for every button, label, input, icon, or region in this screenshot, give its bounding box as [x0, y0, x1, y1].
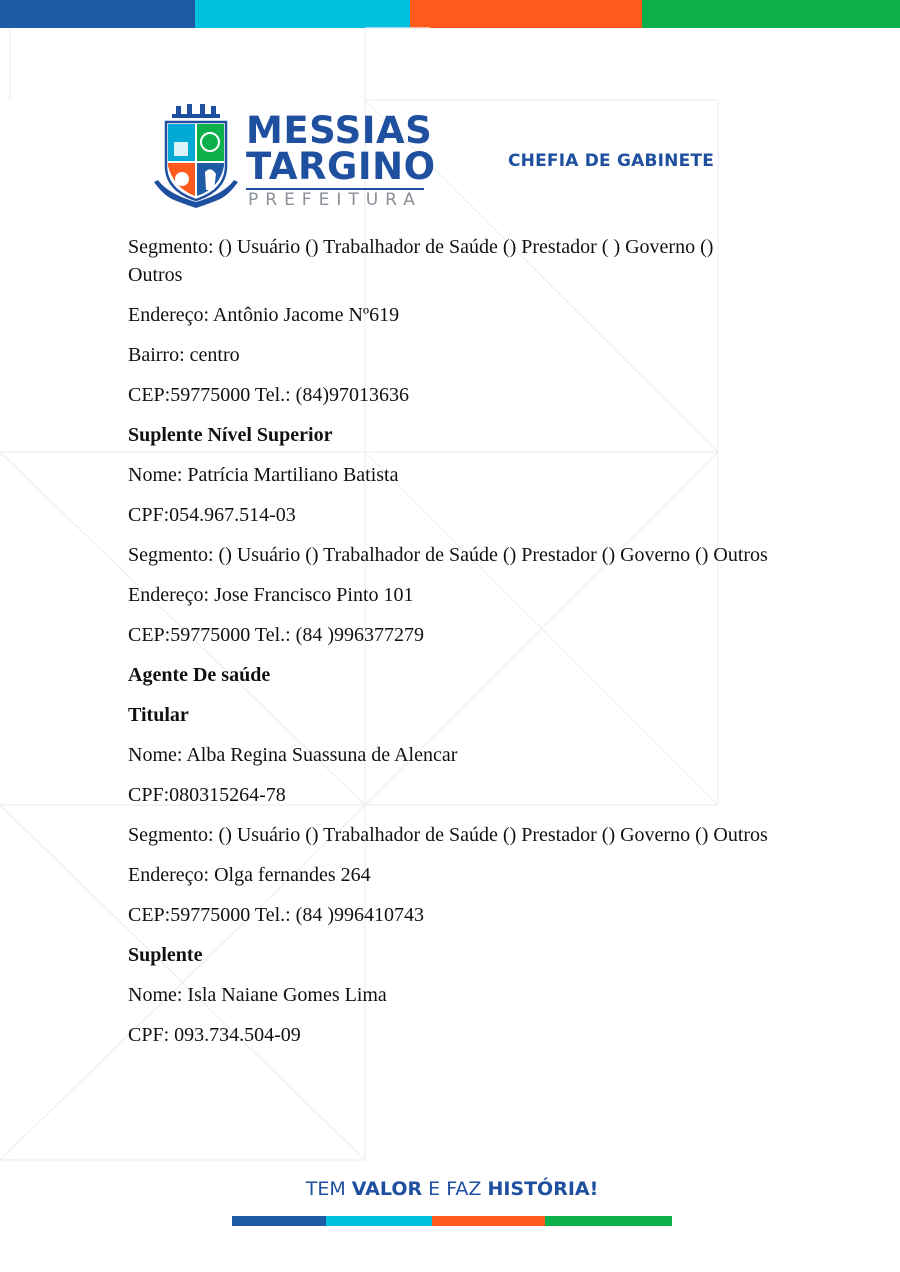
document-line: Endereço: Jose Francisco Pinto 101	[128, 584, 414, 606]
document-line: Endereço: Antônio Jacome Nº619	[128, 304, 400, 326]
document-line: CPF:054.967.514-03	[128, 504, 296, 526]
document-line: Nome: Isla Naiane Gomes Lima	[128, 984, 387, 1006]
brand-name-line2: TARGINO	[246, 145, 436, 188]
slogan-part-1: TEM	[305, 1178, 352, 1200]
brand-subtitle: PREFEITURA	[248, 190, 422, 210]
document-line: Endereço: Olga fernandes 264	[128, 864, 371, 886]
bottom-bar-blue	[232, 1216, 326, 1226]
document-body	[128, 233, 768, 1061]
department-name: CHEFIA DE GABINETE	[508, 151, 715, 171]
slogan-part-3: E FAZ	[422, 1178, 488, 1200]
bottom-bar-orange	[432, 1216, 545, 1226]
section-heading: Agente De saúde	[128, 664, 271, 686]
document-line: Bairro: centro	[128, 344, 240, 366]
municipal-crest-icon	[154, 104, 238, 212]
document-line: Nome: Alba Regina Suassuna de Alencar	[128, 744, 458, 766]
section-heading: Titular	[128, 704, 189, 726]
document-line: CEP:59775000 Tel.: (84)97013636	[128, 384, 410, 406]
document-line: CEP:59775000 Tel.: (84 )996377279	[128, 624, 425, 646]
letterhead	[150, 102, 740, 214]
bottom-bar-green	[545, 1216, 672, 1226]
slogan-part-4: HISTÓRIA!	[487, 1178, 599, 1200]
document-line: Nome: Patrícia Martiliano Batista	[128, 464, 399, 486]
top-color-bar	[0, 0, 900, 28]
top-bar-orange	[410, 0, 642, 28]
document-line: CPF:080315264-78	[128, 784, 286, 806]
bottom-color-bar	[232, 1216, 672, 1226]
bottom-bar-cyan	[326, 1216, 432, 1226]
brand-name-line1: MESSIAS	[246, 109, 433, 152]
document-line: Segmento: () Usuário () Trabalhador de Saúde () Prestador () Governo () Outros	[128, 824, 768, 846]
footer-slogan	[0, 1178, 900, 1200]
top-bar-green	[642, 0, 900, 28]
section-heading: Suplente Nível Superior	[128, 424, 333, 446]
slogan-part-2: VALOR	[351, 1178, 423, 1200]
document-line: CPF: 093.734.504-09	[128, 1024, 301, 1046]
document-line: Segmento: () Usuário () Trabalhador de Saúde () Prestador ( ) Governo () Outros	[128, 236, 714, 286]
top-bar-cyan	[195, 0, 410, 28]
section-heading: Suplente	[128, 944, 203, 966]
top-bar-blue	[0, 0, 195, 28]
document-line: Segmento: () Usuário () Trabalhador de Saúde () Prestador () Governo () Outros	[128, 544, 768, 566]
document-line: CEP:59775000 Tel.: (84 )996410743	[128, 904, 425, 926]
